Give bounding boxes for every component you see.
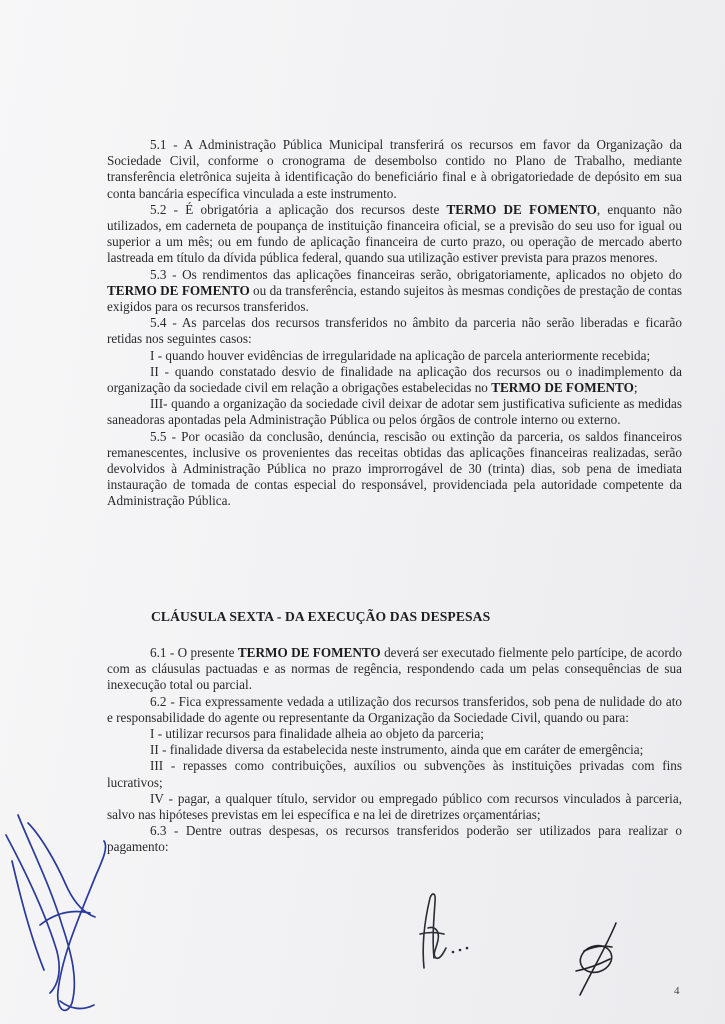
bold-term: TERMO DE FOMENTO (107, 282, 250, 298)
bold-term: TERMO DE FOMENTO (491, 380, 634, 396)
paragraph (107, 645, 682, 694)
paragraph (107, 694, 682, 726)
text-run: I - quando houver evidências de irregularidade na aplicação de parcela anteriormente recebida; (150, 347, 651, 363)
paragraph (107, 791, 682, 823)
page-number: 4 (674, 985, 680, 997)
text-run: I - utilizar recursos para finalidade alheia ao objeto da parceria; (150, 726, 484, 742)
bold-term: TERMO DE FOMENTO (446, 201, 597, 217)
text-run: 6.2 - Fica expressamente vedada a utilização dos recursos transferidos, sob pena de nulidade do ato e responsabilidade do agente ou representante da Organização da Sociedade Civil, quando ou para: (107, 693, 682, 725)
text-run: 6.3 - Dentre outras despesas, os recursos transferidos poderão ser utilizados para realizar o pagamento: (107, 823, 682, 855)
clause-six-text (107, 645, 682, 856)
clause-five-text (107, 137, 682, 510)
text-run: 5.5 - Por ocasião da conclusão, denúncia, rescisão ou extinção da parceria, os saldos financeiros remanescentes, inclusive os provenientes das receitas obtidas das aplicações financeiras realizadas, serão devolvidos à Administração Pública no prazo improrrogável de 30 (trinta) dias, sob pena de imediata instauração de tomada de contas especial do responsável, providenciada pela autoridade competente da Administração Pública. (107, 428, 682, 509)
section-heading: CLÁUSULA SEXTA - DA EXECUÇÃO DAS DESPESAS (151, 609, 491, 624)
paragraph (107, 742, 682, 758)
text-run: , enquanto não utilizados, em caderneta de poupança de instituição financeira oficial, se a previsão do seu uso for igual ou superior a um mês; ou em fundo de aplicação financeira de curto prazo, ou operação de mercado aberto lastreada em título da dívida pública federal, quando sua utilização estiver prevista para prazos menores. (107, 201, 682, 266)
text-run: ; (633, 380, 638, 396)
text-run: IV - pagar, a qualquer título, servidor ou empregado público com recursos vinculados à parceria, salvo nas hipóteses previstas em lei específica e na lei de diretrizes orçamentárias; (107, 790, 682, 823)
text-run: III - repasses como contribuições, auxílios ou subvenções às instituições privadas com fins lucrativos; (107, 758, 682, 790)
paragraph (107, 429, 682, 510)
paragraph (107, 823, 682, 855)
paragraph (107, 348, 682, 364)
signature-initials-center-icon (414, 888, 474, 973)
text-run: 5.3 - Os rendimentos das aplicações financeiras serão, obrigatoriamente, aplicados no objeto do (150, 266, 682, 282)
signature-left-icon (0, 805, 115, 1020)
paragraph (107, 364, 682, 396)
text-run: deverá ser executado fielmente pelo partícipe, de acordo com as cláusulas pactuadas e as normas de regência, respondendo cada um pelas consequências de sua inexecução total ou parcial. (107, 645, 682, 693)
text-run: 5.2 - É obrigatória a aplicação dos recursos deste (150, 201, 447, 217)
paragraph (107, 267, 682, 316)
paragraph (107, 758, 682, 790)
text-run: ou da transferência, estando sujeitos às mesmas condições de prestação de contas exigidos para os recursos transferidos. (107, 282, 682, 315)
text-run: II - quando constatado desvio de finalidade na aplicação dos recursos ou o inadimplemento da organização da sociedade civil em relação a obrigações estabelecidas no (107, 363, 682, 396)
paragraph (107, 726, 682, 742)
text-run: III- quando a organização da sociedade civil deixar de adotar sem justificativa suficiente as medidas saneadoras apontadas pela Administração Pública ou pelos órgãos de controle interno ou externo. (107, 396, 682, 428)
paragraph (107, 202, 682, 267)
text-run: 5.4 - As parcelas dos recursos transferidos no âmbito da parceria não serão liberadas e ficarão retidas nos seguintes casos: (107, 315, 682, 347)
paragraph (107, 137, 682, 202)
text-run: 5.1 - A Administração Pública Municipal transferirá os recursos em favor da Organização da Sociedade Civil, conforme o cronograma de desembolso contido no Plano de Trabalho, mediante transferência eletrônica sujeita à identificação do beneficiário final e à obrigatoriedade de depósito em sua conta bancária específica vinculada a este instrumento. (107, 137, 682, 201)
signature-initials-right-icon (562, 915, 632, 1000)
bold-term: TERMO DE FOMENTO (237, 645, 381, 660)
text-run: 6.1 - O presente (150, 645, 238, 660)
text-run: II - finalidade diversa da estabelecida neste instrumento, ainda que em caráter de emergência; (150, 742, 644, 758)
paragraph (107, 315, 682, 347)
paragraph (107, 396, 682, 428)
